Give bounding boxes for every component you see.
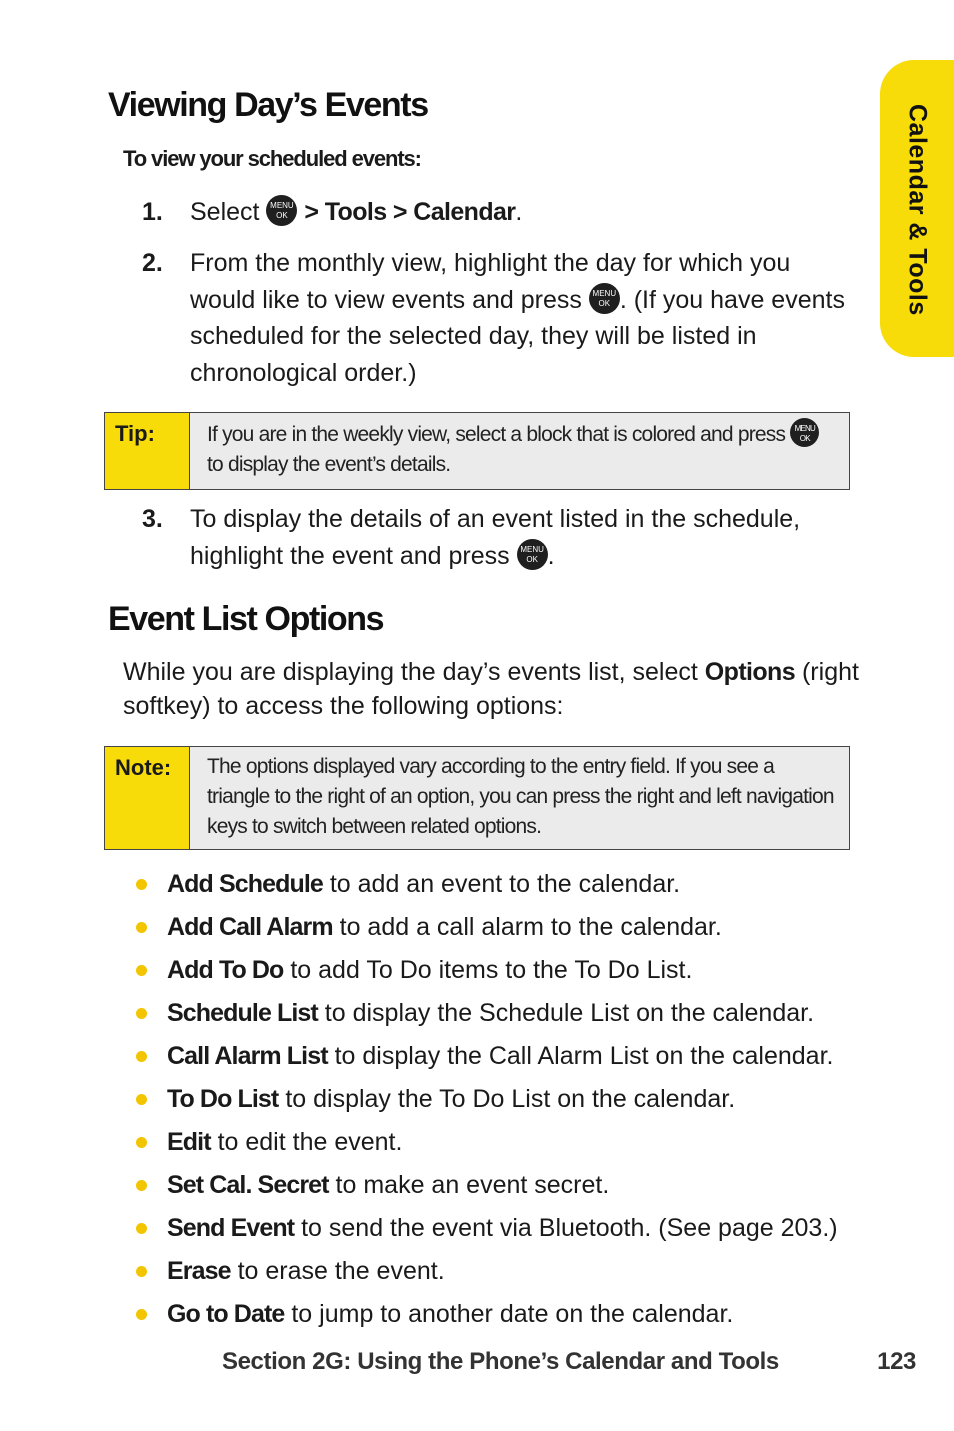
bullet-icon [136,922,147,933]
bullet-icon [136,1051,147,1062]
footer-section: Section 2G: Using the Phone’s Calendar and Tools [222,1348,779,1375]
bullet-icon [136,1137,147,1148]
step-text: To display the details of an event listed in the schedule, highlight the event and press [190,505,801,570]
step-text: . (If you have events scheduled for the selected day, they will be listed in chronological order.) [190,285,845,387]
side-tab [880,60,954,357]
step-text: From the monthly view, highlight the day for which you would like to view events and press [190,249,791,314]
step-text: Select [190,198,260,226]
tip-label: Tip: [105,413,190,489]
side-tab-label: Calendar & Tools [903,104,932,316]
menu-ok-key-icon: MENU OK [790,418,819,447]
tip-text: If you are in the weekly view, select a block that is colored and press MENU OK to display the event’s details. [190,413,849,489]
list-item: Add Call Alarm to add a call alarm to the calendar. [130,909,890,952]
page-number: 123 [877,1348,916,1375]
step-3: 3. To display the details of an event listed in the schedule, highlight the event and press MENU OK . [142,501,862,577]
menu-ok-key-icon: MENU OK [589,283,620,314]
bullet-icon [136,1266,147,1277]
note-label: Note: [105,747,190,849]
intro-paragraph: While you are displaying the day’s events list, select Options (right softkey) to access the following options: [123,658,859,720]
step-1: 1. Select MENU OK > Tools > Calendar. [142,194,862,234]
bullet-icon [136,1094,147,1105]
options-softkey: Options [704,658,796,686]
menu-ok-key-icon: MENU OK [517,539,548,570]
options-list [130,866,890,1339]
step-number: 2. [142,249,163,277]
list-item: Call Alarm List to display the Call Alarm List on the calendar. [130,1038,890,1081]
list-item: Schedule List to display the Schedule List on the calendar. [130,995,890,1038]
section-title-viewing: Viewing Day’s Events [108,86,428,124]
note-text: The options displayed vary according to the entry field. If you see a triangle to the right of an option, you can press the right and left navigation keys to switch between related options. [207,755,834,838]
section-title-event-list: Event List Options [108,600,384,638]
bullet-icon [136,1309,147,1320]
step-number: 1. [142,198,163,226]
list-item: Add Schedule to add an event to the calendar. [130,866,890,909]
tip-box [104,412,850,490]
menu-path: > Tools > Calendar [304,198,516,226]
step-number: 3. [142,505,163,533]
list-item: To Do List to display the To Do List on the calendar. [130,1081,890,1124]
step-2 [142,245,862,395]
list-item: Set Cal. Secret to make an event secret. [130,1167,890,1210]
subhead: To view your scheduled events: [123,146,421,171]
bullet-icon [136,1008,147,1019]
bullet-icon [136,879,147,890]
list-item: Add To Do to add To Do items to the To Do List. [130,952,890,995]
bullet-icon [136,965,147,976]
list-item: Edit to edit the event. [130,1124,890,1167]
list-item: Go to Date to jump to another date on the calendar. [130,1296,890,1339]
menu-ok-key-icon: MENU OK [266,195,297,226]
list-item: Erase to erase the event. [130,1253,890,1296]
bullet-icon [136,1223,147,1234]
list-item: Send Event to send the event via Bluetooth. (See page 203.) [130,1210,890,1253]
page-footer [222,1348,916,1376]
bullet-icon [136,1180,147,1191]
note-box [104,746,850,850]
